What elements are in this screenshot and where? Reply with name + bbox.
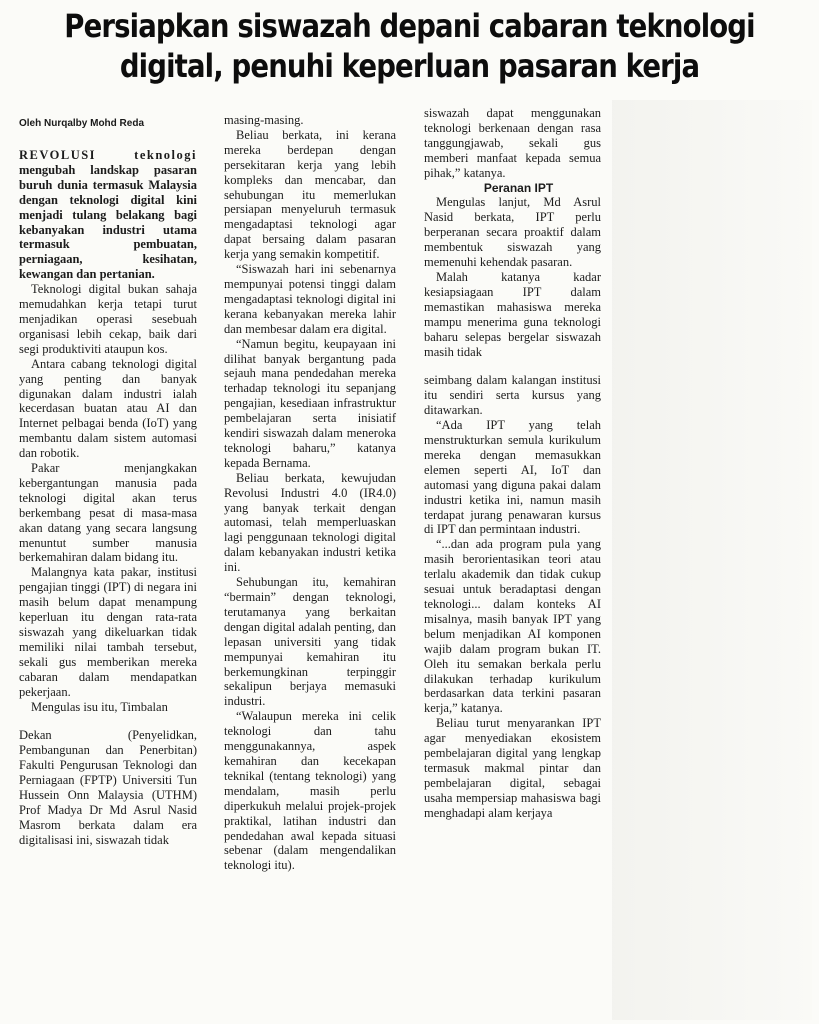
paragraph: Mengulas lanjut, Md Asrul Nasid berkata, IPT perlu berperanan secara proaktif dalam membentuk siswazah yang memenuhi kehendak pasaran.: [424, 195, 601, 270]
column-3: [424, 106, 601, 821]
paragraph: “...dan ada program pula yang masih berorientasikan teori atau terlalu akademik dan tidak cukup sesuai untuk beradaptasi dengan teknologi... dalam konteks AI misalnya, masih banyak IPT yang belum menjadikan AI komponen wajib dalam program bukan IT. Oleh itu semakan berkala perlu dilakukan terhadap kurikulum berdasarkan data terkini pasaran kerja,” katanya.: [424, 537, 601, 716]
paragraph: Beliau berkata, ini kerana mereka berdepan dengan persekitaran kerja yang lebih kompleks dan mencabar, dan sehubungan itu memerlukan persiapan menyeluruh termasuk mengadaptasi teknologi agar dapat bersaing dalam pasaran kerja yang semakin kompetitif.: [224, 127, 396, 262]
byline: Oleh Nurqalby Mohd Reda: [19, 118, 145, 129]
paragraph: Malah katanya kadar kesiapsiagaan IPT dalam memastikan mahasiswa mereka mampu menerima guna teknologi baharu selepas bergelar siswazah masih tidak: [424, 269, 601, 359]
paragraph: Sehubungan itu, kemahiran “bermain” dengan teknologi, terutamanya yang berkaitan dengan digital adalah penting, dan lepasan universiti yang tidak mempunyai kemahiran itu berkemungkinan terpinggir sekalipun berjaya memasuki industri.: [224, 575, 396, 709]
column-2: [224, 113, 396, 873]
paragraph: Pakar menjangkakan kebergantungan manusia pada teknologi digital akan terus berkembang pesat di masa-masa akan datang yang secara langsung menuntut sumber manusia berkemahiran dalam bidang itu.: [19, 461, 197, 565]
paragraph: Dekan (Penyelidkan, Pembangunan dan Penerbitan) Fakulti Pengurusan Teknologi dan Perniagaan (FPTP) Universiti Tun Hussein Onn Malaysia (UTHM) Prof Madya Dr Md Asrul Nasid Masrom berkata dalam era digitalisasi ini, siswazah tidak: [19, 728, 197, 847]
paragraph: Teknologi digital bukan sahaja memudahkan kerja tetapi turut menjadikan operasi sesebuah organisasi lebih cekap, baik dari segi produktiviti ataupun kos.: [19, 282, 197, 356]
paragraph: Beliau turut menyarankan IPT agar menyediakan ekosistem pembelajaran digital yang lengkap termasuk makmal pintar dan pembelajaran digital, sebagai usaha mempersiap mahasiswa bagi menghadapi alam kerjaya: [424, 716, 601, 820]
subheading: Peranan IPT: [483, 180, 554, 195]
headline-line-2: digital, penuhi keperluan pasaran kerja: [119, 47, 700, 85]
article-headline: [57, 6, 761, 86]
adjacent-page-bleed: [612, 100, 812, 1020]
paragraph: Beliau berkata, kewujudan Revolusi Industri 4.0 (IR4.0) yang banyak terkait dengan automasi, telah memperluaskan lagi penggunaan teknologi digital dalam kebanyakan industri ketika ini.: [224, 470, 396, 575]
paragraph: masing-masing.: [224, 113, 304, 127]
lead-cap: REVOLUSI teknologi: [19, 148, 197, 162]
paragraph: Antara cabang teknologi digital yang penting dan banyak digunakan dalam industri ialah kecerdasan buatan atau AI dan Internet pelbagai benda (IoT) yang membantu dalam sistem automasi dan robotik.: [19, 356, 197, 461]
lead-paragraph: [19, 148, 197, 282]
paragraph: Malangnya kata pakar, institusi pengajian tinggi (IPT) di negara ini masih belum dapat menampung keperluan itu dengan rata-rata siswazah yang dikeluarkan tidak memiliki nilai tambah tersebut, sekali gus memberikan mereka cabaran dalam mendapatkan pekerjaan.: [19, 565, 197, 699]
paragraph: siswazah dapat menggunakan teknologi berkenaan dengan rasa tanggungjawab, sekali gus memberi manfaat kepada semua pihak,” katanya.: [424, 106, 601, 180]
paragraph: Mengulas isu itu, Timbalan: [31, 699, 168, 714]
lead-rest: mengubah landskap pasaran buruh dunia termasuk Malaysia dengan teknologi digital kini menjadi tulang belakang bagi kebanyakan industri utama termasuk pembuatan, perniagaan, kesihatan, kewangan dan pertanian.: [19, 162, 197, 282]
paragraph: “Namun begitu, keupayaan ini dilihat banyak bergantung pada sejauh mana pendedahan mereka terhadap teknologi itu sepanjang pengajian, kesediaan infrastruktur pembelajaran serta inisiatif kendiri siswazah dalam meneroka teknologi baharu,” katanya kepada Bernama.: [224, 336, 396, 470]
column-1: [19, 148, 197, 848]
paragraph: “Walaupun mereka ini celik teknologi dan tahu menggunakannya, aspek kemahiran dan kecekapan teknikal (tentang teknologi) yang mendalam, masih perlu diperkukuh melalui projek-projek praktikal, latihan industri dan pendedahan awal kepada situasi sebenar (dalam mengendalikan teknologi itu).: [224, 709, 396, 873]
paragraph: seimbang dalam kalangan institusi itu sendiri serta kursus yang ditawarkan.: [424, 373, 601, 418]
paragraph: “Ada IPT yang telah menstrukturkan semula kurikulum mereka dengan memasukkan elemen seperti AI, IoT dan automasi yang diguna pakai dalam industri ketika ini, namun masih terdapat jurang penawaran kursus di IPT dan permintaan industri.: [424, 418, 601, 537]
headline-line-1: Persiapkan siswazah depani cabaran teknologi: [64, 7, 755, 45]
paragraph: “Siswazah hari ini sebenarnya mempunyai potensi tinggi dalam mengadaptasi teknologi digital ini kerana kebanyakan mereka lahir dan membesar dalam era digital.: [224, 262, 396, 336]
